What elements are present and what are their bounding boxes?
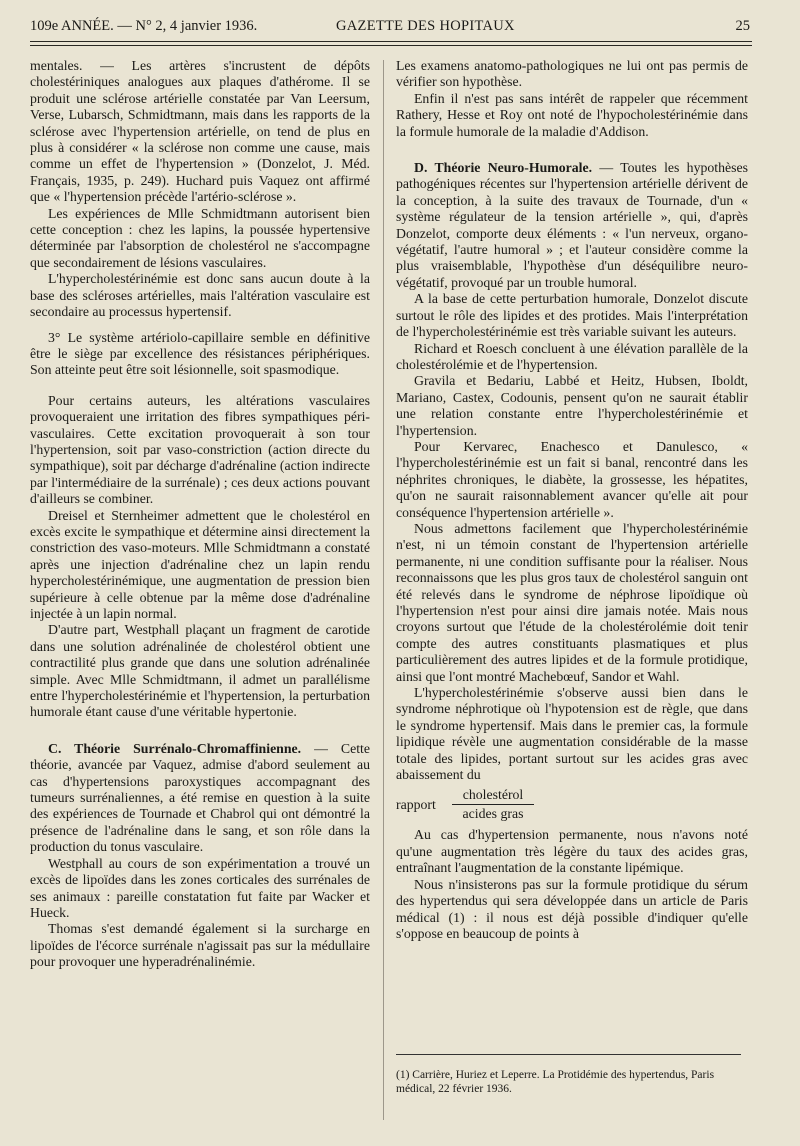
footnote-rule [396,1054,741,1055]
page-number: 25 [735,18,750,34]
paragraph: D'autre part, Westphall plaçant un fragment de carotide dans une solution adrénalinée de cholestérol obtient une contractilité plus grande que dans une solution adrénalinée simple. Avec Mlle Schmidtmann, il admet un parallélisme entre l'hypercholestérinémie et l'hypertension, la perturbation humorale étant cause d'une véritable hypertonie. [30,622,370,720]
section-heading: D. Théorie Neuro-Humorale. [414,160,593,176]
paragraph: mentales. — Les artères s'incrustent de dépôts cholestériniques analogues aux plaques d'athérome. Il se produit une sclérose artérielle constatée par Van Leersum, Verse, Lubarsch, Schmidtmann, mais dans les rapports de la sclérose avec l'hypertension artérielle, on tend de plus en plus à considérer « la sclérose non comme une cause, mais comme un effet de l'hypertension » (Donzelot, J. Méd. Français, 1935, p. 249). Huchard puis Vaquez ont affirmé que « l'hypertension précède l'artério-sclérose ». [30,58,370,205]
paragraph: Dreisel et Sternheimer admettent que le cholestérol en excès excite le sympathique et détermine ainsi directement la constriction des vaso-moteurs. Mlle Schmidtmann a constaté après une injection d'adrénaline chez un lapin rendu hypercholestérinémique, une augmentation de pression bien supérieure à celle obtenue par la même dose d'adrénaline injectée à un lapin normal. [30,507,370,621]
ratio-label: rapport [396,797,436,813]
paragraph: 3° Le système artériolo-capillaire semble en définitive être le siège par excellence des résistances périphériques. Son atteinte peut être soit lésionnelle, soit spasmodique. [30,329,370,378]
footnote: (1) Carrière, Huriez et Leperre. La Protidémie des hypertendus, Paris médical, 22 février 1936. [396,1069,715,1095]
column-divider [383,60,384,1120]
section-text: — Toutes les hypothèses pathogéniques récentes sur l'hypertension artérielle dérivent de la conception, à la suite des travaux de Tournade, d'un « système régulateur de la tension artérielle », qui, d'après Donzelot, comporte deux éléments : « l'un nerveux, organo-végétatif, l'autre humoral » ; et l'auteur considère comme la plus vraisemblable, l'hypothèse d'un déséquilibre neuro-végétatif, provoqué par un trouble humoral. [396,160,748,290]
page-header [30,18,750,38]
section-paragraph [30,741,370,856]
paragraph: L'hypercholestérinémie est donc sans aucun doute à la base des scléroses artérielles, mais l'altération vasculaire est secondaire au processus hypertensif. [30,271,370,320]
ratio-formula [396,787,748,821]
right-column [396,58,748,942]
paragraph: L'hypercholestérinémie s'observe aussi bien dans le syndrome néphrotique où l'hypotension est de règle, que dans le syndrome hypertensif. Mais dans le premier cas, la formule lipidique révèle une augmentation considérable de la masse totale des lipides, portant surtout sur les acides gras avec abaissement du [396,685,748,783]
section-text: — Cette théorie, avancée par Vaquez, admise d'abord seulement au cas d'hypertensions paroxystiques accompagnant des tumeurs surrénaliennes, a été remise en question à la suite des expériences de Tournade et Chabrol qui ont démontré la présence de l'adrénaline dans le sang, et son rôle dans la production du tonus vasculaire. [30,740,370,855]
paragraph: Westphall au cours de son expérimentation a trouvé un excès de lipoïdes dans les zones corticales des surrénales de ses animaux : pareille constatation fut faite par Wacker et Hueck. [30,855,370,920]
paragraph: Nous admettons facilement que l'hypercholestérinémie n'est, ni un témoin constant de l'hypertension artérielle permanente, ni une condition suffisante pour la réaliser. Nous reconnaissons que les plus gros taux de cholestérol sanguin ont été relevés dans le syndrome de néphrose lipoïdique où l'hypertension n'est pour ainsi dire jamais notée. Mais nous croyons surtout que l'étude de la cholestérolémie doit tenir compte des autres constituants plasmatiques et plus particulièrement des autres lipides et de la formule protidique, ainsi que l'ont montré Machebœuf, Sandor et Wahl. [396,520,748,684]
header-rule-thin [30,45,752,46]
fraction-bar [452,804,534,805]
paragraph: Les expériences de Mlle Schmidtmann autorisent bien cette conception : chez les lapins, la poussée hypertensive déterminée par l'absorption de cholestérol ne s'accompagne que secondairement de lésions vasculaires. [30,205,370,270]
section-heading: C. Théorie Surrénalo-Chromaffinienne. [48,740,302,756]
header-rule-thick [30,41,752,42]
paragraph: Nous n'insisterons pas sur la formule protidique du sérum des hypertendus qui sera développée dans un article de Paris médical (1) : il nous est déjà possible d'indiquer qu'elle s'oppose en beaucoup de points à [396,876,748,941]
paragraph: Pour Kervarec, Enachesco et Danulesco, « l'hypercholestérinémie est un fait si banal, rencontré dans les néphrites chroniques, le diabète, la grossesse, les hépatites, qu'on ne saurait raisonnablement avancer qu'elle ait pour conséquence l'hypertension artérielle ». [396,438,748,520]
ratio-numerator: cholestérol [462,787,524,803]
paragraph: Enfin il n'est pas sans intérêt de rappeler que récemment Rathery, Hesse et Roy ont noté de l'hypocholestérinémie dans la formule humorale de la maladie d'Addison. [396,90,748,139]
paragraph: Pour certains auteurs, les altérations vasculaires provoqueraient une irritation des fibres sympathiques péri-vasculaires. Cette excitation provoquerait à son tour l'hypertension, soit par vaso-constriction (action directe du sympathique), soit par décharge d'adrénaline (action indirecte par l'intermédiaire de la surrénale) ; ces deux actions pouvant d'ailleurs se combiner. [30,392,370,507]
paragraph: Richard et Roesch concluent à une élévation parallèle de la cholestérolémie et de l'hypertension. [396,340,748,372]
journal-title: GAZETTE DES HOPITAUX [336,18,515,34]
left-column [30,58,370,971]
issue-info: 109e ANNÉE. — N° 2, 4 janvier 1936. [30,18,258,34]
paragraph: Au cas d'hypertension permanente, nous n'avons noté qu'une augmentation très légère du taux des acides gras, entraînant l'augmentation de la constante lipémique. [396,827,748,876]
paragraph: Gravila et Bedariu, Labbé et Heitz, Hubsen, Iboldt, Mariano, Castex, Codounis, pensent qu'on ne saurait établir une relation constante entre l'hypercholestérinémie et l'hypertension. [396,373,748,438]
paragraph: Thomas s'est demandé également si la surcharge en lipoïdes de l'écorce surrénale n'agissait pas sur la médullaire pour provoquer une hyperadrénalinémie. [30,921,370,970]
paragraph: A la base de cette perturbation humorale, Donzelot discute surtout le rôle des lipides et des protides. Mais l'interprétation de l'hypercholestérinémie est très variable suivant les auteurs. [396,291,748,340]
ratio-denominator: acides gras [462,806,524,822]
paragraph: Les examens anatomo-pathologiques ne lui ont pas permis de vérifier son hypothèse. [396,58,748,90]
section-paragraph [396,160,748,291]
